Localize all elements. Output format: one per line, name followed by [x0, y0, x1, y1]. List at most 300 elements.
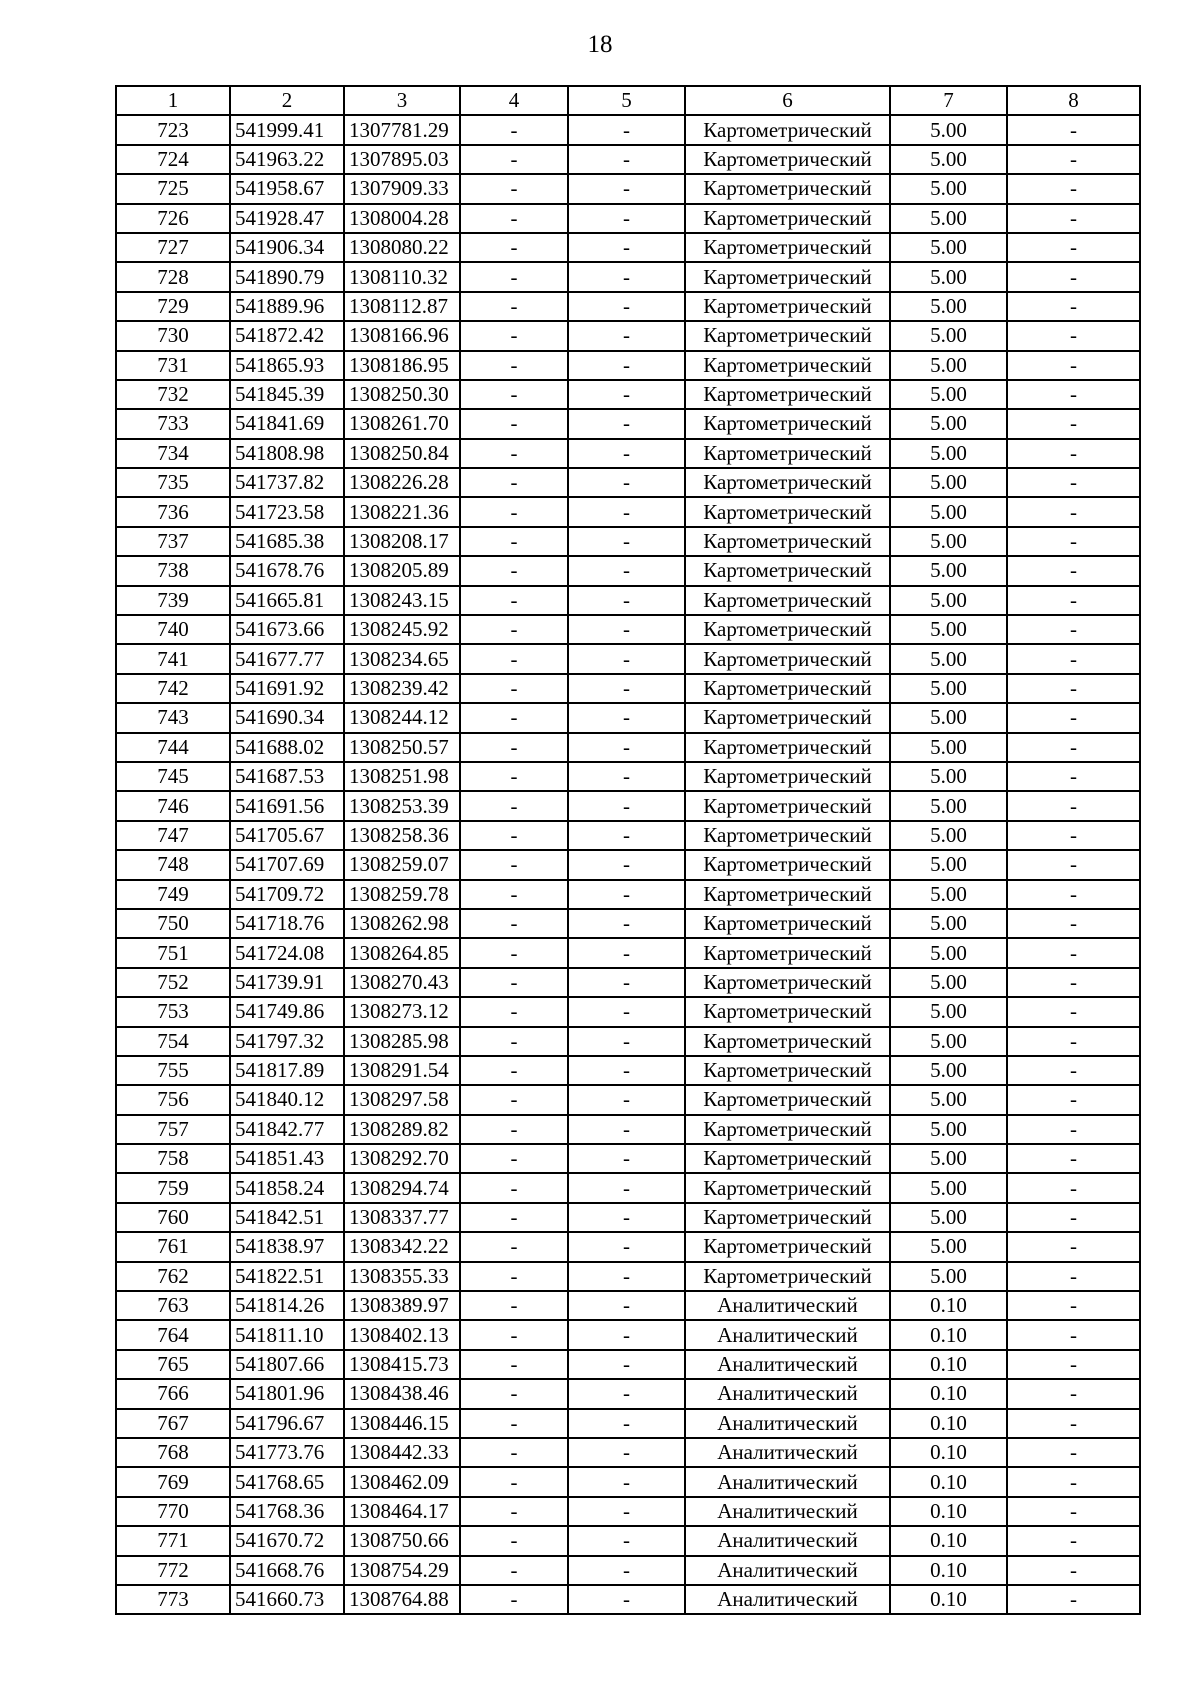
col4-cell: - — [460, 1291, 568, 1320]
col5-cell: - — [568, 1438, 685, 1467]
x-coordinate-cell: 541817.89 — [230, 1056, 344, 1085]
table-row — [116, 733, 1140, 762]
x-coordinate-cell: 541814.26 — [230, 1291, 344, 1320]
table-row — [116, 1438, 1140, 1467]
x-coordinate-cell: 541678.76 — [230, 556, 344, 585]
point-number-cell: 749 — [116, 880, 230, 909]
col4-cell: - — [460, 1556, 568, 1585]
method-cell: Картометрический — [685, 644, 890, 673]
table-row — [116, 233, 1140, 262]
col8-cell: - — [1007, 145, 1140, 174]
method-cell: Картометрический — [685, 1203, 890, 1232]
method-cell: Картометрический — [685, 674, 890, 703]
accuracy-cell: 5.00 — [890, 409, 1007, 438]
x-coordinate-cell: 541807.66 — [230, 1350, 344, 1379]
method-cell: Картометрический — [685, 968, 890, 997]
col4-cell: - — [460, 1085, 568, 1114]
col4-cell: - — [460, 674, 568, 703]
accuracy-cell: 0.10 — [890, 1526, 1007, 1555]
column-header: 3 — [344, 86, 460, 115]
point-number-cell: 725 — [116, 174, 230, 203]
point-number-cell: 737 — [116, 527, 230, 556]
col5-cell: - — [568, 1497, 685, 1526]
col8-cell: - — [1007, 1497, 1140, 1526]
x-coordinate-cell: 541670.72 — [230, 1526, 344, 1555]
col5-cell: - — [568, 1115, 685, 1144]
point-number-cell: 727 — [116, 233, 230, 262]
column-header: 2 — [230, 86, 344, 115]
table-row — [116, 1556, 1140, 1585]
y-coordinate-cell: 1308270.43 — [344, 968, 460, 997]
x-coordinate-cell: 541718.76 — [230, 909, 344, 938]
accuracy-cell: 0.10 — [890, 1291, 1007, 1320]
y-coordinate-cell: 1308004.28 — [344, 204, 460, 233]
table-row — [116, 145, 1140, 174]
point-number-cell: 773 — [116, 1585, 230, 1614]
table-row — [116, 1262, 1140, 1291]
x-coordinate-cell: 541840.12 — [230, 1085, 344, 1114]
col4-cell: - — [460, 1203, 568, 1232]
col5-cell: - — [568, 292, 685, 321]
y-coordinate-cell: 1308166.96 — [344, 321, 460, 350]
y-coordinate-cell: 1308250.57 — [344, 733, 460, 762]
point-number-cell: 769 — [116, 1467, 230, 1496]
point-number-cell: 750 — [116, 909, 230, 938]
x-coordinate-cell: 541724.08 — [230, 938, 344, 967]
x-coordinate-cell: 541723.58 — [230, 497, 344, 526]
x-coordinate-cell: 541677.77 — [230, 644, 344, 673]
y-coordinate-cell: 1308462.09 — [344, 1467, 460, 1496]
table-row — [116, 1409, 1140, 1438]
accuracy-cell: 5.00 — [890, 321, 1007, 350]
point-number-cell: 731 — [116, 351, 230, 380]
y-coordinate-cell: 1308754.29 — [344, 1556, 460, 1585]
col4-cell: - — [460, 439, 568, 468]
y-coordinate-cell: 1307781.29 — [344, 115, 460, 144]
accuracy-cell: 5.00 — [890, 880, 1007, 909]
col5-cell: - — [568, 1144, 685, 1173]
col5-cell: - — [568, 674, 685, 703]
col4-cell: - — [460, 938, 568, 967]
col5-cell: - — [568, 968, 685, 997]
y-coordinate-cell: 1308234.65 — [344, 644, 460, 673]
accuracy-cell: 5.00 — [890, 145, 1007, 174]
y-coordinate-cell: 1308389.97 — [344, 1291, 460, 1320]
point-number-cell: 754 — [116, 1027, 230, 1056]
accuracy-cell: 5.00 — [890, 791, 1007, 820]
method-cell: Аналитический — [685, 1291, 890, 1320]
method-cell: Картометрический — [685, 1144, 890, 1173]
accuracy-cell: 5.00 — [890, 1203, 1007, 1232]
y-coordinate-cell: 1308264.85 — [344, 938, 460, 967]
y-coordinate-cell: 1308764.88 — [344, 1585, 460, 1614]
y-coordinate-cell: 1308292.70 — [344, 1144, 460, 1173]
col8-cell: - — [1007, 821, 1140, 850]
col5-cell: - — [568, 115, 685, 144]
y-coordinate-cell: 1308258.36 — [344, 821, 460, 850]
col5-cell: - — [568, 1585, 685, 1614]
col8-cell: - — [1007, 644, 1140, 673]
col4-cell: - — [460, 821, 568, 850]
y-coordinate-cell: 1308221.36 — [344, 497, 460, 526]
col8-cell: - — [1007, 233, 1140, 262]
table-row — [116, 1173, 1140, 1202]
col4-cell: - — [460, 321, 568, 350]
y-coordinate-cell: 1308208.17 — [344, 527, 460, 556]
method-cell: Картометрический — [685, 145, 890, 174]
x-coordinate-cell: 541688.02 — [230, 733, 344, 762]
col8-cell: - — [1007, 733, 1140, 762]
col5-cell: - — [568, 644, 685, 673]
col4-cell: - — [460, 1115, 568, 1144]
col8-cell: - — [1007, 468, 1140, 497]
point-number-cell: 735 — [116, 468, 230, 497]
col8-cell: - — [1007, 1379, 1140, 1408]
point-number-cell: 753 — [116, 997, 230, 1026]
point-number-cell: 745 — [116, 762, 230, 791]
x-coordinate-cell: 541673.66 — [230, 615, 344, 644]
col8-cell: - — [1007, 674, 1140, 703]
table-row — [116, 762, 1140, 791]
x-coordinate-cell: 541687.53 — [230, 762, 344, 791]
y-coordinate-cell: 1308253.39 — [344, 791, 460, 820]
y-coordinate-cell: 1308415.73 — [344, 1350, 460, 1379]
table-row — [116, 821, 1140, 850]
column-header: 1 — [116, 86, 230, 115]
col8-cell: - — [1007, 1291, 1140, 1320]
col8-cell: - — [1007, 1115, 1140, 1144]
method-cell: Картометрический — [685, 733, 890, 762]
table-row — [116, 409, 1140, 438]
table-row — [116, 174, 1140, 203]
x-coordinate-cell: 541963.22 — [230, 145, 344, 174]
col8-cell: - — [1007, 115, 1140, 144]
col8-cell: - — [1007, 850, 1140, 879]
x-coordinate-cell: 541822.51 — [230, 1262, 344, 1291]
col8-cell: - — [1007, 1556, 1140, 1585]
col8-cell: - — [1007, 351, 1140, 380]
col8-cell: - — [1007, 1438, 1140, 1467]
table-row — [116, 850, 1140, 879]
col8-cell: - — [1007, 439, 1140, 468]
method-cell: Картометрический — [685, 850, 890, 879]
col5-cell: - — [568, 1291, 685, 1320]
accuracy-cell: 0.10 — [890, 1438, 1007, 1467]
col8-cell: - — [1007, 262, 1140, 291]
accuracy-cell: 0.10 — [890, 1379, 1007, 1408]
col4-cell: - — [460, 292, 568, 321]
x-coordinate-cell: 541928.47 — [230, 204, 344, 233]
col4-cell: - — [460, 909, 568, 938]
col4-cell: - — [460, 1585, 568, 1614]
x-coordinate-cell: 541841.69 — [230, 409, 344, 438]
accuracy-cell: 5.00 — [890, 762, 1007, 791]
col4-cell: - — [460, 1438, 568, 1467]
point-number-cell: 748 — [116, 850, 230, 879]
col4-cell: - — [460, 1262, 568, 1291]
x-coordinate-cell: 541685.38 — [230, 527, 344, 556]
point-number-cell: 757 — [116, 1115, 230, 1144]
col8-cell: - — [1007, 497, 1140, 526]
col4-cell: - — [460, 1350, 568, 1379]
col5-cell: - — [568, 145, 685, 174]
accuracy-cell: 5.00 — [890, 938, 1007, 967]
point-number-cell: 726 — [116, 204, 230, 233]
accuracy-cell: 0.10 — [890, 1585, 1007, 1614]
y-coordinate-cell: 1308291.54 — [344, 1056, 460, 1085]
col4-cell: - — [460, 1173, 568, 1202]
col5-cell: - — [568, 586, 685, 615]
accuracy-cell: 0.10 — [890, 1556, 1007, 1585]
column-header: 6 — [685, 86, 890, 115]
col8-cell: - — [1007, 380, 1140, 409]
col4-cell: - — [460, 1379, 568, 1408]
accuracy-cell: 5.00 — [890, 909, 1007, 938]
col5-cell: - — [568, 1556, 685, 1585]
table-row — [116, 1320, 1140, 1349]
col4-cell: - — [460, 762, 568, 791]
x-coordinate-cell: 541858.24 — [230, 1173, 344, 1202]
x-coordinate-cell: 541709.72 — [230, 880, 344, 909]
y-coordinate-cell: 1308261.70 — [344, 409, 460, 438]
table-row — [116, 674, 1140, 703]
x-coordinate-cell: 541660.73 — [230, 1585, 344, 1614]
method-cell: Картометрический — [685, 233, 890, 262]
table-row — [116, 968, 1140, 997]
x-coordinate-cell: 541801.96 — [230, 1379, 344, 1408]
x-coordinate-cell: 541865.93 — [230, 351, 344, 380]
col4-cell: - — [460, 1056, 568, 1085]
x-coordinate-cell: 541889.96 — [230, 292, 344, 321]
col4-cell: - — [460, 174, 568, 203]
x-coordinate-cell: 541691.92 — [230, 674, 344, 703]
method-cell: Картометрический — [685, 1027, 890, 1056]
method-cell: Аналитический — [685, 1526, 890, 1555]
point-number-cell: 759 — [116, 1173, 230, 1202]
table-row — [116, 997, 1140, 1026]
col5-cell: - — [568, 527, 685, 556]
col8-cell: - — [1007, 1262, 1140, 1291]
accuracy-cell: 5.00 — [890, 674, 1007, 703]
method-cell: Аналитический — [685, 1350, 890, 1379]
accuracy-cell: 5.00 — [890, 1144, 1007, 1173]
method-cell: Картометрический — [685, 821, 890, 850]
col8-cell: - — [1007, 968, 1140, 997]
point-number-cell: 755 — [116, 1056, 230, 1085]
col8-cell: - — [1007, 292, 1140, 321]
y-coordinate-cell: 1308110.32 — [344, 262, 460, 291]
y-coordinate-cell: 1308243.15 — [344, 586, 460, 615]
col5-cell: - — [568, 880, 685, 909]
table-row — [116, 1115, 1140, 1144]
method-cell: Аналитический — [685, 1556, 890, 1585]
method-cell: Картометрический — [685, 880, 890, 909]
col4-cell: - — [460, 703, 568, 732]
col8-cell: - — [1007, 204, 1140, 233]
accuracy-cell: 5.00 — [890, 586, 1007, 615]
accuracy-cell: 5.00 — [890, 204, 1007, 233]
x-coordinate-cell: 541668.76 — [230, 1556, 344, 1585]
y-coordinate-cell: 1308112.87 — [344, 292, 460, 321]
col4-cell: - — [460, 850, 568, 879]
col4-cell: - — [460, 733, 568, 762]
y-coordinate-cell: 1307895.03 — [344, 145, 460, 174]
col4-cell: - — [460, 468, 568, 497]
col5-cell: - — [568, 821, 685, 850]
col4-cell: - — [460, 1467, 568, 1496]
col8-cell: - — [1007, 997, 1140, 1026]
col5-cell: - — [568, 321, 685, 350]
x-coordinate-cell: 541768.65 — [230, 1467, 344, 1496]
col8-cell: - — [1007, 762, 1140, 791]
table-row — [116, 1027, 1140, 1056]
y-coordinate-cell: 1308402.13 — [344, 1320, 460, 1349]
method-cell: Картометрический — [685, 409, 890, 438]
y-coordinate-cell: 1308446.15 — [344, 1409, 460, 1438]
col5-cell: - — [568, 380, 685, 409]
point-number-cell: 729 — [116, 292, 230, 321]
accuracy-cell: 5.00 — [890, 556, 1007, 585]
method-cell: Картометрический — [685, 262, 890, 291]
point-number-cell: 767 — [116, 1409, 230, 1438]
y-coordinate-cell: 1308259.78 — [344, 880, 460, 909]
accuracy-cell: 0.10 — [890, 1350, 1007, 1379]
col4-cell: - — [460, 644, 568, 673]
method-cell: Картометрический — [685, 1173, 890, 1202]
method-cell: Картометрический — [685, 1056, 890, 1085]
y-coordinate-cell: 1308239.42 — [344, 674, 460, 703]
page-number: 18 — [587, 31, 613, 58]
method-cell: Аналитический — [685, 1409, 890, 1438]
col8-cell: - — [1007, 1232, 1140, 1261]
x-coordinate-cell: 541842.77 — [230, 1115, 344, 1144]
accuracy-cell: 5.00 — [890, 1085, 1007, 1114]
point-number-cell: 734 — [116, 439, 230, 468]
x-coordinate-cell: 541665.81 — [230, 586, 344, 615]
col5-cell: - — [568, 850, 685, 879]
col5-cell: - — [568, 703, 685, 732]
table-row — [116, 497, 1140, 526]
table-row — [116, 292, 1140, 321]
accuracy-cell: 5.00 — [890, 968, 1007, 997]
method-cell: Картометрический — [685, 791, 890, 820]
col4-cell: - — [460, 968, 568, 997]
col4-cell: - — [460, 409, 568, 438]
table-row — [116, 615, 1140, 644]
accuracy-cell: 5.00 — [890, 997, 1007, 1026]
col8-cell: - — [1007, 1467, 1140, 1496]
method-cell: Картометрический — [685, 938, 890, 967]
method-cell: Аналитический — [685, 1320, 890, 1349]
table-row — [116, 1203, 1140, 1232]
col8-cell: - — [1007, 703, 1140, 732]
x-coordinate-cell: 541768.36 — [230, 1497, 344, 1526]
col8-cell: - — [1007, 1585, 1140, 1614]
method-cell: Аналитический — [685, 1497, 890, 1526]
col5-cell: - — [568, 174, 685, 203]
accuracy-cell: 5.00 — [890, 262, 1007, 291]
method-cell: Картометрический — [685, 351, 890, 380]
col4-cell: - — [460, 204, 568, 233]
point-number-cell: 751 — [116, 938, 230, 967]
point-number-cell: 723 — [116, 115, 230, 144]
y-coordinate-cell: 1308273.12 — [344, 997, 460, 1026]
table-row — [116, 439, 1140, 468]
y-coordinate-cell: 1308251.98 — [344, 762, 460, 791]
col8-cell: - — [1007, 1027, 1140, 1056]
col4-cell: - — [460, 262, 568, 291]
point-number-cell: 761 — [116, 1232, 230, 1261]
y-coordinate-cell: 1308186.95 — [344, 351, 460, 380]
y-coordinate-cell: 1308080.22 — [344, 233, 460, 262]
method-cell: Картометрический — [685, 292, 890, 321]
table-row — [116, 115, 1140, 144]
col5-cell: - — [568, 468, 685, 497]
method-cell: Картометрический — [685, 321, 890, 350]
col4-cell: - — [460, 1409, 568, 1438]
method-cell: Аналитический — [685, 1467, 890, 1496]
table-row — [116, 204, 1140, 233]
method-cell: Картометрический — [685, 997, 890, 1026]
col5-cell: - — [568, 1320, 685, 1349]
method-cell: Аналитический — [685, 1438, 890, 1467]
accuracy-cell: 5.00 — [890, 439, 1007, 468]
y-coordinate-cell: 1308250.84 — [344, 439, 460, 468]
method-cell: Картометрический — [685, 1262, 890, 1291]
table-body — [116, 115, 1140, 1614]
col5-cell: - — [568, 556, 685, 585]
accuracy-cell: 5.00 — [890, 174, 1007, 203]
col5-cell: - — [568, 1409, 685, 1438]
method-cell: Картометрический — [685, 115, 890, 144]
table-row — [116, 1585, 1140, 1614]
table-row — [116, 586, 1140, 615]
point-number-cell: 771 — [116, 1526, 230, 1555]
table-row — [116, 262, 1140, 291]
point-number-cell: 739 — [116, 586, 230, 615]
col5-cell: - — [568, 1203, 685, 1232]
point-number-cell: 733 — [116, 409, 230, 438]
point-number-cell: 770 — [116, 1497, 230, 1526]
col4-cell: - — [460, 527, 568, 556]
table-row — [116, 1085, 1140, 1114]
accuracy-cell: 5.00 — [890, 380, 1007, 409]
col8-cell: - — [1007, 1144, 1140, 1173]
accuracy-cell: 5.00 — [890, 115, 1007, 144]
point-number-cell: 772 — [116, 1556, 230, 1585]
accuracy-cell: 0.10 — [890, 1467, 1007, 1496]
y-coordinate-cell: 1308289.82 — [344, 1115, 460, 1144]
col5-cell: - — [568, 762, 685, 791]
col4-cell: - — [460, 1027, 568, 1056]
col4-cell: - — [460, 1497, 568, 1526]
x-coordinate-cell: 541797.32 — [230, 1027, 344, 1056]
table-row — [116, 938, 1140, 967]
point-number-cell: 730 — [116, 321, 230, 350]
method-cell: Картометрический — [685, 527, 890, 556]
accuracy-cell: 5.00 — [890, 233, 1007, 262]
x-coordinate-cell: 541808.98 — [230, 439, 344, 468]
table-row — [116, 468, 1140, 497]
x-coordinate-cell: 541811.10 — [230, 1320, 344, 1349]
col8-cell: - — [1007, 1056, 1140, 1085]
col8-cell: - — [1007, 1526, 1140, 1555]
accuracy-cell: 5.00 — [890, 1232, 1007, 1261]
y-coordinate-cell: 1307909.33 — [344, 174, 460, 203]
col5-cell: - — [568, 1467, 685, 1496]
point-number-cell: 736 — [116, 497, 230, 526]
point-number-cell: 752 — [116, 968, 230, 997]
